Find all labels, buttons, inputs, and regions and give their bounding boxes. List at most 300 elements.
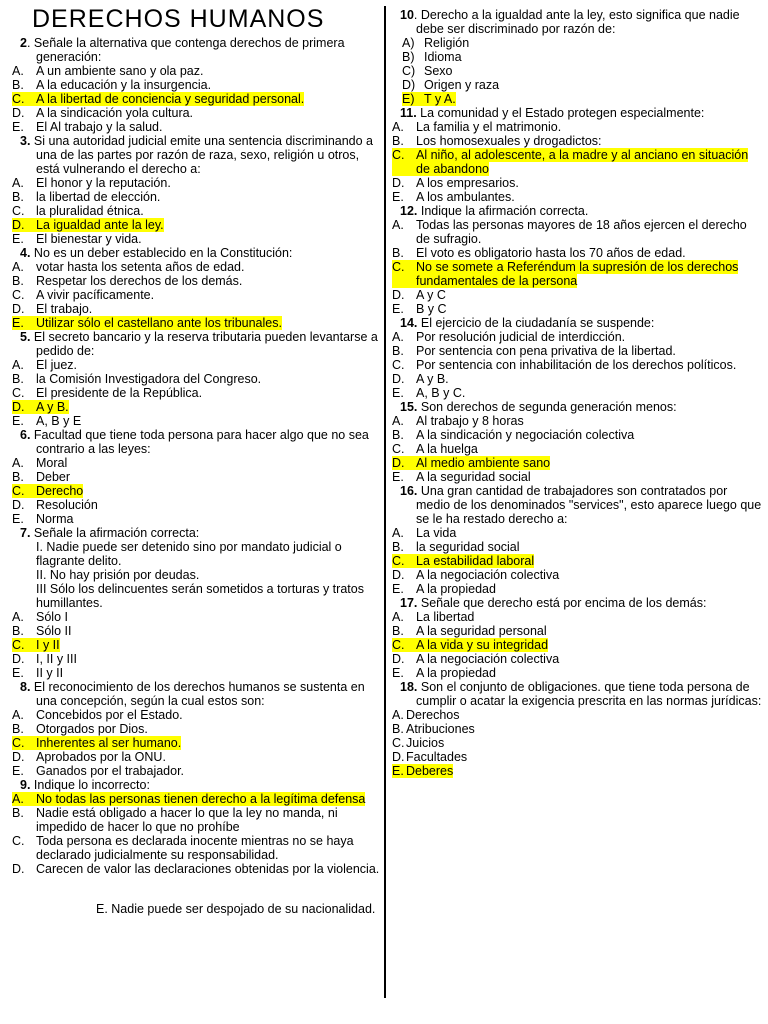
option-text bbox=[36, 358, 382, 372]
option-text bbox=[416, 526, 762, 540]
question-stem bbox=[12, 134, 382, 176]
option-text bbox=[36, 624, 382, 638]
option-letter: B. bbox=[12, 372, 24, 386]
option-text bbox=[416, 302, 762, 316]
question-number: 16. bbox=[400, 484, 418, 498]
option-text bbox=[416, 134, 762, 148]
option-label: A y B. bbox=[36, 400, 69, 414]
question-number: 2 bbox=[20, 36, 27, 50]
option-text bbox=[416, 568, 762, 582]
question-14 bbox=[392, 316, 762, 400]
option-text bbox=[36, 120, 382, 134]
option-label: Utilizar sólo el castellano ante los tribunales. bbox=[36, 316, 282, 330]
option-letter: C. bbox=[392, 638, 416, 652]
answer-option bbox=[12, 120, 382, 134]
answer-option bbox=[392, 610, 762, 624]
option-text bbox=[424, 36, 762, 50]
answer-option bbox=[392, 708, 762, 722]
option-text bbox=[36, 498, 382, 512]
answer-option bbox=[12, 274, 382, 288]
option-text bbox=[36, 400, 382, 414]
option-label: El juez. bbox=[36, 358, 77, 372]
right-column bbox=[392, 8, 762, 778]
option-letter: A. bbox=[392, 526, 404, 540]
option-label: A la negociación colectiva bbox=[416, 652, 560, 666]
option-text bbox=[416, 624, 762, 638]
option-text bbox=[416, 638, 762, 652]
answer-option bbox=[12, 260, 382, 274]
question-stem bbox=[12, 428, 382, 456]
option-label: A la educación y la insurgencia. bbox=[36, 78, 212, 92]
question-stem bbox=[12, 526, 382, 540]
option-label: I y II bbox=[36, 638, 60, 652]
option-letter: C. bbox=[12, 204, 25, 218]
question-6 bbox=[12, 428, 382, 526]
option-letter: A. bbox=[392, 708, 404, 722]
question-4 bbox=[12, 246, 382, 330]
option-letter: E. bbox=[392, 582, 404, 596]
option-text bbox=[416, 330, 762, 344]
option-letter: E. bbox=[12, 316, 36, 330]
option-text bbox=[36, 386, 382, 400]
option-letter: E. bbox=[12, 666, 24, 680]
option-label: La igualdad ante la ley. bbox=[36, 218, 164, 232]
answer-option bbox=[12, 456, 382, 470]
option-text bbox=[416, 260, 762, 288]
question-text: Una gran cantidad de trabajadores son contratados por medio de los denominados "services", esto aparece luego que se le ha restado derecho a: bbox=[416, 484, 762, 526]
option-label: Por resolución judicial de interdicción. bbox=[416, 330, 626, 344]
option-letter: C. bbox=[12, 736, 36, 750]
option-letter: D. bbox=[392, 652, 405, 666]
option-label: Otorgados por Dios. bbox=[36, 722, 148, 736]
option-text bbox=[416, 652, 762, 666]
answer-option-highlighted bbox=[12, 400, 382, 414]
question-number: 11. bbox=[400, 106, 417, 120]
question-stem bbox=[392, 484, 762, 526]
answer-option-highlighted bbox=[392, 92, 762, 106]
option-label: Toda persona es declarada inocente mientras no se haya declarado judicialmente su responsabilidad. bbox=[36, 834, 354, 862]
question-text: Señale que derecho está por encima de los demás: bbox=[417, 596, 707, 610]
option-label: Moral bbox=[36, 456, 68, 470]
option-letter: D. bbox=[392, 288, 405, 302]
option-text bbox=[424, 78, 762, 92]
question-3 bbox=[12, 134, 382, 246]
option-letter: E. bbox=[392, 764, 406, 778]
option-letter: D. bbox=[392, 568, 405, 582]
answer-option bbox=[12, 708, 382, 722]
option-text bbox=[416, 148, 762, 176]
option-letter: A. bbox=[392, 610, 404, 624]
option-letter: A. bbox=[12, 64, 24, 78]
question-number: 6. bbox=[20, 428, 31, 442]
option-label: la Comisión Investigadora del Congreso. bbox=[36, 372, 262, 386]
option-text bbox=[36, 372, 382, 386]
option-letter: E. bbox=[12, 232, 24, 246]
option-text bbox=[36, 414, 382, 428]
option-letter: C. bbox=[392, 554, 416, 568]
option-text bbox=[416, 610, 762, 624]
option-label: La vida bbox=[416, 526, 457, 540]
answer-option bbox=[392, 652, 762, 666]
answer-option bbox=[12, 652, 382, 666]
answer-option bbox=[12, 512, 382, 526]
answer-option bbox=[12, 302, 382, 316]
question-9 bbox=[12, 778, 382, 876]
option-letter: A. bbox=[12, 792, 36, 806]
option-text bbox=[424, 92, 762, 106]
option-label: El bienestar y vida. bbox=[36, 232, 142, 246]
option-label: Sexo bbox=[424, 64, 453, 78]
answer-option bbox=[392, 386, 762, 400]
option-text bbox=[36, 316, 382, 330]
option-label: Al medio ambiente sano bbox=[416, 456, 551, 470]
answer-option bbox=[12, 372, 382, 386]
option-label: A la vida y su integridad bbox=[416, 638, 549, 652]
answer-option-highlighted bbox=[392, 260, 762, 288]
option-letter: D. bbox=[12, 498, 25, 512]
option-letter: E. bbox=[12, 764, 24, 778]
answer-option bbox=[12, 176, 382, 190]
option-text bbox=[36, 736, 382, 750]
option-text bbox=[36, 638, 382, 652]
answer-option bbox=[392, 568, 762, 582]
option-text bbox=[36, 806, 382, 834]
question-text: La comunidad y el Estado protegen especialmente: bbox=[416, 106, 705, 120]
option-label: Al trabajo y 8 horas bbox=[416, 414, 524, 428]
answer-option bbox=[392, 624, 762, 638]
option-letter: E. bbox=[392, 302, 404, 316]
answer-option bbox=[392, 330, 762, 344]
option-label: II y II bbox=[36, 666, 64, 680]
question-number: 15. bbox=[400, 400, 418, 414]
option-letter: A. bbox=[12, 610, 24, 624]
option-letter: B. bbox=[392, 722, 404, 736]
answer-option bbox=[12, 834, 382, 862]
answer-option bbox=[392, 288, 762, 302]
option-text bbox=[416, 218, 762, 246]
option-letter: D. bbox=[12, 400, 36, 414]
answer-option bbox=[392, 358, 762, 372]
option-text bbox=[416, 288, 762, 302]
option-text bbox=[416, 540, 762, 554]
option-text bbox=[36, 64, 382, 78]
option-label: Deberes bbox=[406, 764, 454, 778]
question-number: 4. bbox=[20, 246, 31, 260]
answer-option bbox=[12, 666, 382, 680]
option-text bbox=[36, 106, 382, 120]
option-label: Derechos bbox=[406, 708, 460, 722]
answer-option bbox=[392, 344, 762, 358]
option-letter: E. bbox=[392, 470, 404, 484]
answer-option bbox=[12, 750, 382, 764]
answer-option bbox=[392, 218, 762, 246]
option-letter: A) bbox=[402, 36, 415, 50]
question-2 bbox=[12, 36, 382, 134]
question-number: 7. bbox=[20, 526, 31, 540]
option-label: El honor y la reputación. bbox=[36, 176, 171, 190]
option-letter: C. bbox=[12, 386, 25, 400]
answer-option-highlighted bbox=[392, 456, 762, 470]
question-text: Son el conjunto de obligaciones. que tiene toda persona de cumplir o acatar la exigencia prescrita en las normas jurídicas: bbox=[416, 680, 762, 708]
option-text bbox=[36, 302, 382, 316]
option-label: A la negociación colectiva bbox=[416, 568, 560, 582]
answer-option-highlighted bbox=[12, 92, 382, 106]
option-text bbox=[416, 442, 762, 456]
answer-option bbox=[12, 232, 382, 246]
option-label: Carecen de valor las declaraciones obtenidas por la violencia. bbox=[36, 862, 380, 876]
option-letter: A. bbox=[12, 260, 24, 274]
option-letter: D. bbox=[392, 372, 405, 386]
option-label: A la seguridad social bbox=[416, 470, 531, 484]
option-label: Al niño, al adolescente, a la madre y al anciano en situación de abandono bbox=[416, 148, 749, 176]
option-text bbox=[416, 358, 762, 372]
answer-option-highlighted bbox=[12, 316, 382, 330]
question-text: El secreto bancario y la reserva tributaria pueden levantarse a pedido de: bbox=[30, 330, 378, 358]
option-letter: D. bbox=[12, 652, 25, 666]
option-label: Por sentencia con pena privativa de la libertad. bbox=[416, 344, 676, 358]
option-label: Juicios bbox=[406, 736, 445, 750]
option-label: A un ambiente sano y ola paz. bbox=[36, 64, 204, 78]
option-text bbox=[36, 652, 382, 666]
option-label: I, II y III bbox=[36, 652, 77, 666]
option-label: El voto es obligatorio hasta los 70 años de edad. bbox=[416, 246, 686, 260]
answer-option bbox=[12, 190, 382, 204]
option-label: Religión bbox=[424, 36, 470, 50]
answer-option-highlighted bbox=[392, 554, 762, 568]
option-label: A la propiedad bbox=[416, 582, 496, 596]
option-letter: A. bbox=[12, 176, 24, 190]
option-letter: D. bbox=[12, 862, 25, 876]
answer-option bbox=[392, 190, 762, 204]
answer-option bbox=[392, 120, 762, 134]
question-stem bbox=[392, 8, 762, 36]
option-label: Sólo II bbox=[36, 624, 72, 638]
answer-option bbox=[392, 470, 762, 484]
option-text bbox=[416, 554, 762, 568]
answer-option bbox=[12, 288, 382, 302]
statement: II. No hay prisión por deudas. bbox=[36, 568, 200, 582]
option-letter: B. bbox=[392, 134, 404, 148]
answer-option bbox=[392, 36, 762, 50]
option-label: la seguridad social bbox=[416, 540, 520, 554]
answer-option bbox=[12, 764, 382, 778]
option-label: Aprobados por la ONU. bbox=[36, 750, 166, 764]
option-text bbox=[406, 736, 762, 750]
option-text bbox=[36, 260, 382, 274]
column-divider bbox=[384, 6, 386, 998]
option-label: Resolución bbox=[36, 498, 98, 512]
answer-option-highlighted bbox=[392, 764, 762, 778]
option-text bbox=[406, 764, 762, 778]
option-label: A los empresarios. bbox=[416, 176, 519, 190]
option-letter: D. bbox=[392, 176, 405, 190]
question-15 bbox=[392, 400, 762, 484]
option-text bbox=[36, 456, 382, 470]
option-text bbox=[416, 456, 762, 470]
option-text bbox=[406, 708, 762, 722]
option-letter: C. bbox=[392, 260, 416, 288]
answer-option bbox=[12, 358, 382, 372]
option-text bbox=[36, 792, 382, 806]
answer-option bbox=[392, 176, 762, 190]
page-title: DERECHOS HUMANOS bbox=[32, 5, 325, 33]
option-label: El Al trabajo y la salud. bbox=[36, 120, 163, 134]
option-letter: B. bbox=[392, 344, 404, 358]
option-letter: D. bbox=[12, 750, 25, 764]
option-label: Respetar los derechos de los demás. bbox=[36, 274, 243, 288]
option-text bbox=[416, 120, 762, 134]
option-label: votar hasta los setenta años de edad. bbox=[36, 260, 245, 274]
answer-option bbox=[12, 470, 382, 484]
option-text bbox=[416, 666, 762, 680]
option-text bbox=[36, 862, 382, 876]
answer-option bbox=[12, 806, 382, 834]
option-label: B y C bbox=[416, 302, 447, 316]
answer-option-highlighted bbox=[12, 218, 382, 232]
answer-option bbox=[12, 862, 382, 876]
question-number: 5. bbox=[20, 330, 31, 344]
option-letter: D. bbox=[392, 456, 416, 470]
answer-option bbox=[12, 386, 382, 400]
question-18 bbox=[392, 680, 762, 778]
option-letter: B. bbox=[392, 540, 404, 554]
question-stem bbox=[392, 400, 762, 414]
answer-option bbox=[392, 78, 762, 92]
left-column bbox=[12, 36, 382, 876]
answer-option bbox=[12, 610, 382, 624]
option-text bbox=[416, 246, 762, 260]
question-text: Indique la afirmación correcta. bbox=[417, 204, 589, 218]
option-letter: B. bbox=[12, 470, 24, 484]
answer-option bbox=[12, 204, 382, 218]
option-text bbox=[416, 470, 762, 484]
option-label: Nadie está obligado a hacer lo que la ley no manda, ni impedido de hacer lo que no prohíbe bbox=[36, 806, 338, 834]
option-letter: A. bbox=[12, 456, 24, 470]
option-text bbox=[416, 176, 762, 190]
option-text bbox=[36, 78, 382, 92]
option-letter: E. bbox=[392, 666, 404, 680]
question-stem bbox=[392, 204, 762, 218]
option-text bbox=[36, 834, 382, 862]
option-letter: A. bbox=[12, 358, 24, 372]
question-stem bbox=[12, 36, 382, 64]
option-letter: C. bbox=[12, 92, 36, 106]
option-letter: B. bbox=[12, 722, 24, 736]
option-text bbox=[424, 64, 762, 78]
option-label: A la sindicación y negociación colectiva bbox=[416, 428, 635, 442]
option-label: La libertad bbox=[416, 610, 475, 624]
question-number: 8. bbox=[20, 680, 31, 694]
option-label: A la libertad de conciencia y seguridad personal. bbox=[36, 92, 305, 106]
option-label: El presidente de la República. bbox=[36, 386, 203, 400]
option-label: La familia y el matrimonio. bbox=[416, 120, 562, 134]
option-label: Facultades bbox=[406, 750, 468, 764]
option-letter: C. bbox=[392, 358, 405, 372]
option-text bbox=[36, 92, 382, 106]
question-stem bbox=[392, 596, 762, 610]
option-label: T y A. bbox=[424, 92, 456, 106]
question-text: El ejercicio de la ciudadanía se suspende: bbox=[417, 316, 655, 330]
answer-option bbox=[12, 722, 382, 736]
option-text bbox=[416, 582, 762, 596]
option-text bbox=[36, 176, 382, 190]
answer-option bbox=[392, 736, 762, 750]
answer-option-highlighted bbox=[392, 148, 762, 176]
option-text bbox=[406, 750, 762, 764]
question-17 bbox=[392, 596, 762, 680]
option-text bbox=[416, 414, 762, 428]
question-text: Si una autoridad judicial emite una sentencia discriminando a una de las partes por razón de raza, sexo, religión u otros, está vulnerando el derecho a: bbox=[30, 134, 374, 176]
option-label: A la propiedad bbox=[416, 666, 496, 680]
option-label: A, B y C. bbox=[416, 386, 466, 400]
answer-option bbox=[392, 750, 762, 764]
answer-option bbox=[392, 414, 762, 428]
question-number: 3. bbox=[20, 134, 31, 148]
option-text bbox=[416, 386, 762, 400]
option-letter: E. bbox=[12, 414, 24, 428]
option-letter: B. bbox=[392, 428, 404, 442]
option-label: La estabilidad laboral bbox=[416, 554, 535, 568]
option-letter: C. bbox=[392, 736, 405, 750]
option-label: Deber bbox=[36, 470, 71, 484]
option-letter: B. bbox=[12, 78, 24, 92]
option-label: Idioma bbox=[424, 50, 462, 64]
option-label: A vivir pacíficamente. bbox=[36, 288, 155, 302]
option-text bbox=[36, 274, 382, 288]
question-text: Son derechos de segunda generación menos: bbox=[417, 400, 677, 414]
option-label: No todas las personas tienen derecho a la legítima defensa bbox=[36, 792, 366, 806]
option-letter: B. bbox=[12, 624, 24, 638]
option-letter: D. bbox=[12, 302, 25, 316]
answer-option bbox=[392, 540, 762, 554]
question-number: 14. bbox=[400, 316, 418, 330]
question-text: . Derecho a la igualdad ante la ley, esto significa que nadie debe ser discriminado por razón de: bbox=[413, 8, 740, 36]
answer-option bbox=[392, 428, 762, 442]
question-10 bbox=[392, 8, 762, 106]
answer-option bbox=[392, 302, 762, 316]
question-9-option-e: E. Nadie puede ser despojado de su nacionalidad. bbox=[96, 902, 376, 916]
answer-option-highlighted bbox=[12, 484, 382, 498]
question-stem bbox=[392, 316, 762, 330]
answer-option-highlighted bbox=[12, 736, 382, 750]
option-label: Norma bbox=[36, 512, 74, 526]
option-text bbox=[36, 484, 382, 498]
option-label: Todas las personas mayores de 18 años ejercen el derecho de sufragio. bbox=[416, 218, 747, 246]
question-number: 9. bbox=[20, 778, 31, 792]
option-letter: B. bbox=[12, 806, 24, 820]
question-stem bbox=[12, 778, 382, 792]
answer-option bbox=[392, 442, 762, 456]
option-text bbox=[36, 288, 382, 302]
option-label: Atribuciones bbox=[406, 722, 475, 736]
option-label: A la sindicación yola cultura. bbox=[36, 106, 194, 120]
option-letter: A. bbox=[392, 414, 404, 428]
option-letter: E) bbox=[402, 92, 424, 106]
option-text bbox=[406, 722, 762, 736]
question-number: 18. bbox=[400, 680, 418, 694]
answer-option bbox=[392, 372, 762, 386]
question-text: Señale la afirmación correcta: bbox=[30, 526, 200, 540]
option-text bbox=[36, 218, 382, 232]
answer-option bbox=[12, 64, 382, 78]
question-number: 10 bbox=[400, 8, 414, 22]
option-letter: D. bbox=[12, 106, 25, 120]
option-text bbox=[416, 190, 762, 204]
statement: III Sólo los delincuentes serán sometidos a torturas y tratos humillantes. bbox=[36, 582, 364, 610]
question-text: El reconocimiento de los derechos humanos se sustenta en una concepción, según la cual estos son: bbox=[30, 680, 365, 708]
answer-option-highlighted bbox=[12, 638, 382, 652]
option-letter: D. bbox=[392, 750, 405, 764]
